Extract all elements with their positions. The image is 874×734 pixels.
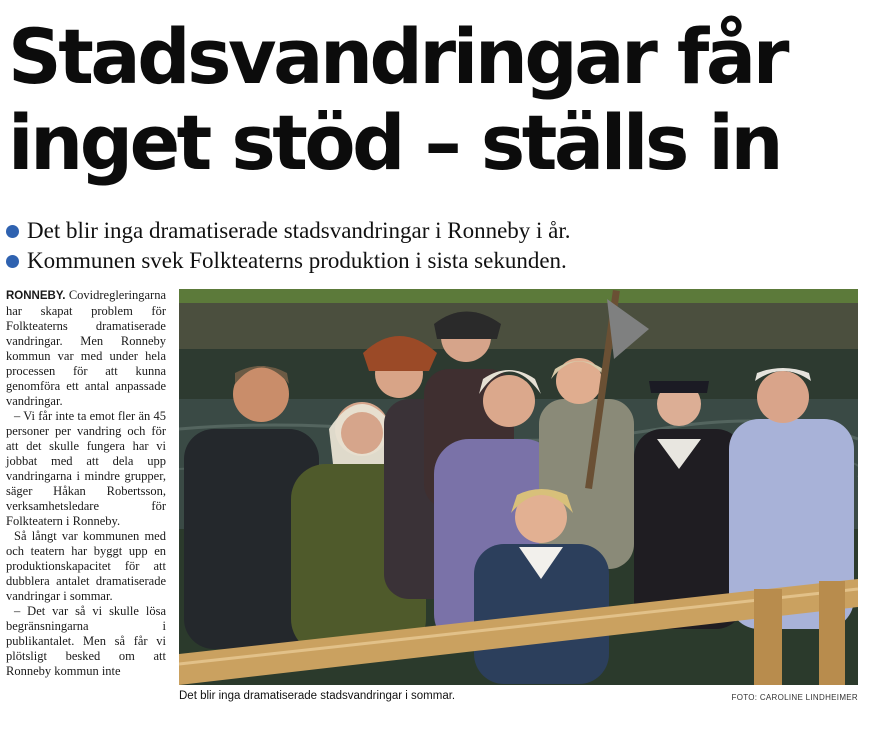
body-paragraph: – Vi får inte ta emot fler än 45 personer per vandring och för att det skulle fungera har vi jobbat med att dela upp vandringarna i mindre grupper, säger Håkan Robertsson, verksamhetsledare för Folkteatern i Ronneby. — [6, 409, 166, 528]
photo-credit: FOTO: CAROLINE LINDHEIMER — [731, 693, 858, 702]
dateline: RONNEBY. — [6, 290, 66, 302]
body-paragraph — [6, 288, 166, 409]
summary-bullets — [6, 216, 866, 276]
headline-line-2: inget stöd – ställs in — [8, 98, 781, 187]
summary-bullet — [6, 246, 866, 276]
body-paragraph: Så långt var kommunen med och teatern har byggt upp en produktionskapacitet för att dubblera antalet dramatiserade vandringar i sommar. — [6, 529, 166, 603]
body-text-column — [6, 288, 166, 679]
summary-bullet-text: Kommunen svek Folkteaterns produktion i sista sekunden. — [27, 248, 567, 273]
body-paragraph: – Det var så vi skulle lösa begränsningarna i publikantalet. Men så får vi plötsligt besked om att Ronneby kommun inte — [6, 604, 166, 678]
bullet-dot-icon — [6, 255, 19, 268]
photo-caption: Det blir inga dramatiserade stadsvandringar i sommar. — [179, 690, 456, 702]
group-photo-illustration — [179, 289, 858, 685]
article-photo — [179, 289, 858, 685]
headline-line-1: Stadsvandringar får — [8, 12, 787, 101]
summary-bullet — [6, 216, 866, 246]
body-paragraph-text: Covidregleringarna har skapat problem för Folkteaterns dramatiserade vandringar. Men Ronneby kommun var med under hela processen för att kunna genomföra ett antal anpassade vandringar. — [6, 288, 166, 408]
bullet-dot-icon — [6, 225, 19, 238]
headline — [8, 14, 851, 186]
summary-bullet-text: Det blir inga dramatiserade stadsvandringar i Ronneby i år. — [27, 218, 571, 243]
